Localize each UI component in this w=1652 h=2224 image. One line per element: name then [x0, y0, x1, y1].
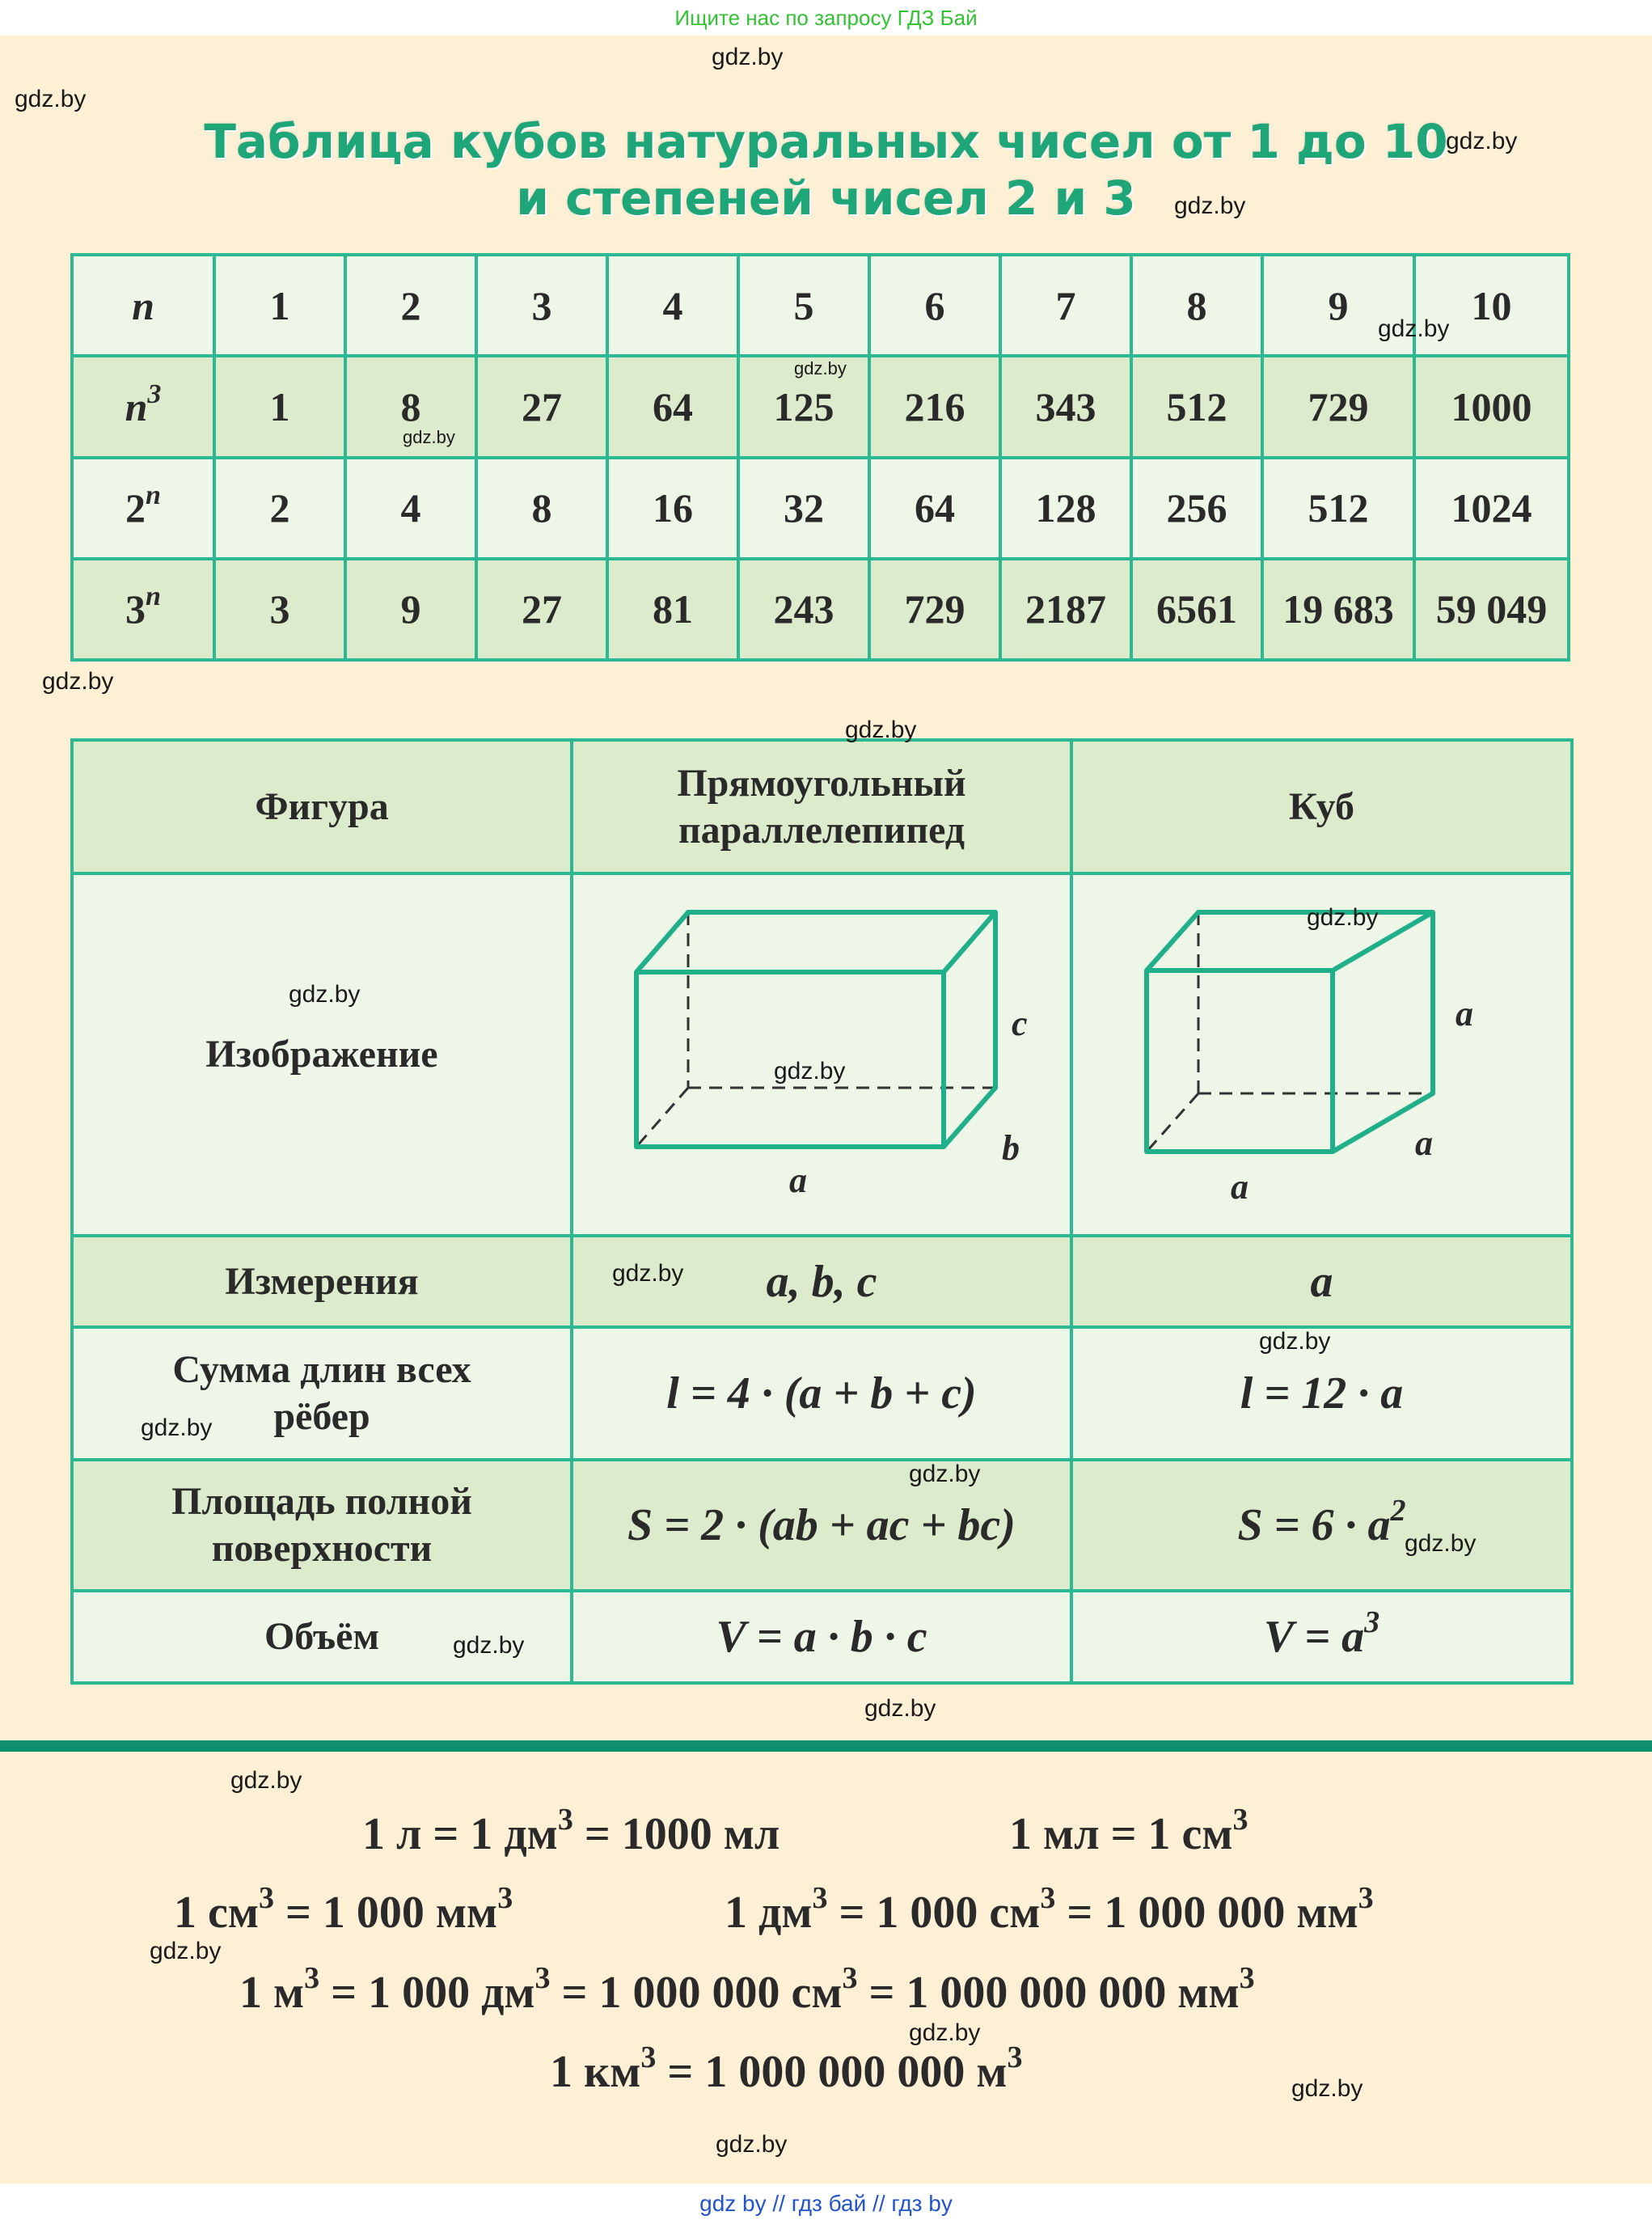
table-cell: 10 — [1414, 255, 1569, 356]
powers-row-3-pow-n — [72, 559, 1569, 660]
image-label: Изображение — [72, 873, 572, 1236]
table-cell: 256 — [1131, 458, 1262, 559]
table-cell: 64 — [869, 458, 1000, 559]
row-label: $n^3$ — [72, 356, 214, 457]
unit-millilitre: 1 мл = 1 $см^3$ — [1009, 1803, 1249, 1859]
table-cell: 6561 — [1131, 559, 1262, 660]
section-divider — [0, 1740, 1652, 1752]
table-cell: 27 — [476, 559, 607, 660]
watermark: gdz.by — [289, 981, 361, 1008]
watermark: gdz.by — [1405, 1530, 1477, 1557]
table-cell: 512 — [1131, 356, 1262, 457]
table-cell: 243 — [738, 559, 869, 660]
table-cell: 9 — [1262, 255, 1414, 356]
table-cell: 3 — [214, 559, 345, 660]
table-cell: 1 — [214, 356, 345, 457]
row-label: 2$^n$ — [72, 458, 214, 559]
unit-dm3: 1 $дм^3 = 1$ 000 $см^3 = 1$ 000 000 $мм^3$ — [725, 1881, 1374, 1938]
surface-box-formula: S = 2 · (ab + ac + bc) — [572, 1460, 1071, 1591]
box-label-b: b — [1002, 1128, 1020, 1168]
watermark: gdz.by — [42, 668, 114, 695]
surface-row — [72, 1460, 1572, 1591]
table-cell: 128 — [1000, 458, 1131, 559]
table-cell: 64 — [607, 356, 738, 457]
table-cell: 27 — [476, 356, 607, 457]
volume-row — [72, 1591, 1572, 1683]
table-cell: 7 — [1000, 255, 1131, 356]
table-cell: 19 683 — [1262, 559, 1414, 660]
measurements-cube: a — [1071, 1236, 1572, 1327]
watermark: gdz.by — [712, 44, 784, 70]
watermark: gdz.by — [1259, 1328, 1331, 1355]
table-cell: 4 — [607, 255, 738, 356]
table-cell: 16 — [607, 458, 738, 559]
table-cell: 1000 — [1414, 356, 1569, 457]
table-cell: 8 — [476, 458, 607, 559]
table-cell: 9 — [345, 559, 476, 660]
watermark: gdz.by — [909, 1461, 981, 1487]
watermark: gdz.by — [1307, 904, 1379, 931]
table-cell: 81 — [607, 559, 738, 660]
powers-row-2-pow-n — [72, 458, 1569, 559]
table-cell: 1 — [214, 255, 345, 356]
figures-header-row — [72, 740, 1572, 873]
watermark: gdz.by — [612, 1260, 684, 1287]
measurements-label: Измерения — [72, 1236, 572, 1327]
table-cell: 343 — [1000, 356, 1131, 457]
table-cell: 5 — [738, 255, 869, 356]
volume-cube-formula: $V = a^3$ — [1071, 1591, 1572, 1683]
watermark: gdz.by — [774, 1058, 846, 1085]
measurements-row — [72, 1236, 1572, 1327]
watermark: gdz.by — [794, 358, 847, 378]
unit-m3: 1 $м^3 = 1$ 000 $дм^3 = 1$ 000 000 $см^3 = 1$ 000 000 000 $мм^3$ — [239, 1961, 1255, 2018]
table-cell: 8 — [345, 356, 476, 457]
watermark: gdz.by — [1291, 2075, 1363, 2102]
unit-litre: 1 л = 1 $дм^3 = 1000$ мл — [362, 1803, 780, 1859]
surface-label: Площадь полной поверхности — [72, 1460, 572, 1591]
watermark: gdz.by — [716, 2131, 788, 2158]
watermark: gdz.by — [230, 1767, 302, 1794]
cube-label-depth-a: a — [1414, 1123, 1433, 1163]
watermark: gdz.by — [453, 1632, 525, 1659]
table-cell: 729 — [1262, 356, 1414, 457]
watermark: gdz.by — [909, 2019, 981, 2046]
table-cell: 2187 — [1000, 559, 1131, 660]
table-cell: 1024 — [1414, 458, 1569, 559]
unit-cm3: 1 $см^3 = 1$ 000 $мм^3$ — [174, 1881, 513, 1938]
page-title-line-2: и степеней чисел 2 и 3 — [516, 171, 1136, 226]
edges-label: Сумма длин всех рёбер — [72, 1327, 572, 1460]
watermark: gdz.by — [15, 86, 87, 112]
watermark: gdz.by — [864, 1695, 936, 1722]
watermark: gdz.by — [845, 717, 917, 743]
row-label: n — [72, 255, 214, 356]
table-cell: 6 — [869, 255, 1000, 356]
header-figure: Фигура — [72, 740, 572, 873]
box-label-a: a — [789, 1161, 807, 1200]
table-cell: 3 — [476, 255, 607, 356]
box-label-c: c — [1012, 1004, 1028, 1043]
watermark: gdz.by — [150, 1938, 222, 1964]
box-image-cell — [572, 873, 1071, 1236]
page-title-line-1: Таблица кубов натуральных чисел от 1 до 10 — [204, 114, 1448, 169]
table-cell: 32 — [738, 458, 869, 559]
measurements-box: a, b, c — [572, 1236, 1071, 1327]
table-cell: 512 — [1262, 458, 1414, 559]
header-box: Прямоугольный параллелепипед — [572, 740, 1071, 873]
surface-cube-formula: $S = 6 \cdot a^2$ — [1071, 1460, 1572, 1591]
volume-box-formula: V = a · b · c — [572, 1591, 1071, 1683]
header-cube: Куб — [1071, 740, 1572, 873]
watermark: gdz.by — [1174, 192, 1246, 219]
cube-label-height-a: a — [1455, 994, 1473, 1034]
table-cell: 2 — [214, 458, 345, 559]
box-drawing — [575, 875, 1068, 1223]
table-cell: 4 — [345, 458, 476, 559]
top-banner[interactable]: Ищите нас по запросу ГДЗ Бай — [0, 0, 1652, 36]
row-label: 3$^n$ — [72, 559, 214, 660]
table-cell: 729 — [869, 559, 1000, 660]
edges-cube-formula: l = 12 · a — [1071, 1327, 1572, 1460]
table-cell: 8 — [1131, 255, 1262, 356]
unit-km3: 1 $км^3 = 1$ 000 000 000 $м^3$ — [550, 2040, 1023, 2097]
table-cell: 59 049 — [1414, 559, 1569, 660]
powers-row-n — [72, 255, 1569, 356]
powers-table — [70, 253, 1570, 662]
cube-label-bottom-a: a — [1230, 1167, 1249, 1207]
watermark: gdz.by — [1446, 128, 1518, 154]
footer-links[interactable]: gdz by // гдз бай // гдз by — [0, 2184, 1652, 2224]
figures-table — [70, 738, 1574, 1685]
edges-row — [72, 1327, 1572, 1460]
volume-label: Объём — [72, 1591, 572, 1683]
table-cell: 125 — [738, 356, 869, 457]
edges-box-formula: l = 4 · (a + b + c) — [572, 1327, 1071, 1460]
watermark: gdz.by — [403, 427, 455, 447]
watermark: gdz.by — [1378, 315, 1450, 342]
watermark: gdz.by — [141, 1414, 213, 1441]
table-cell: 216 — [869, 356, 1000, 457]
table-cell: 2 — [345, 255, 476, 356]
